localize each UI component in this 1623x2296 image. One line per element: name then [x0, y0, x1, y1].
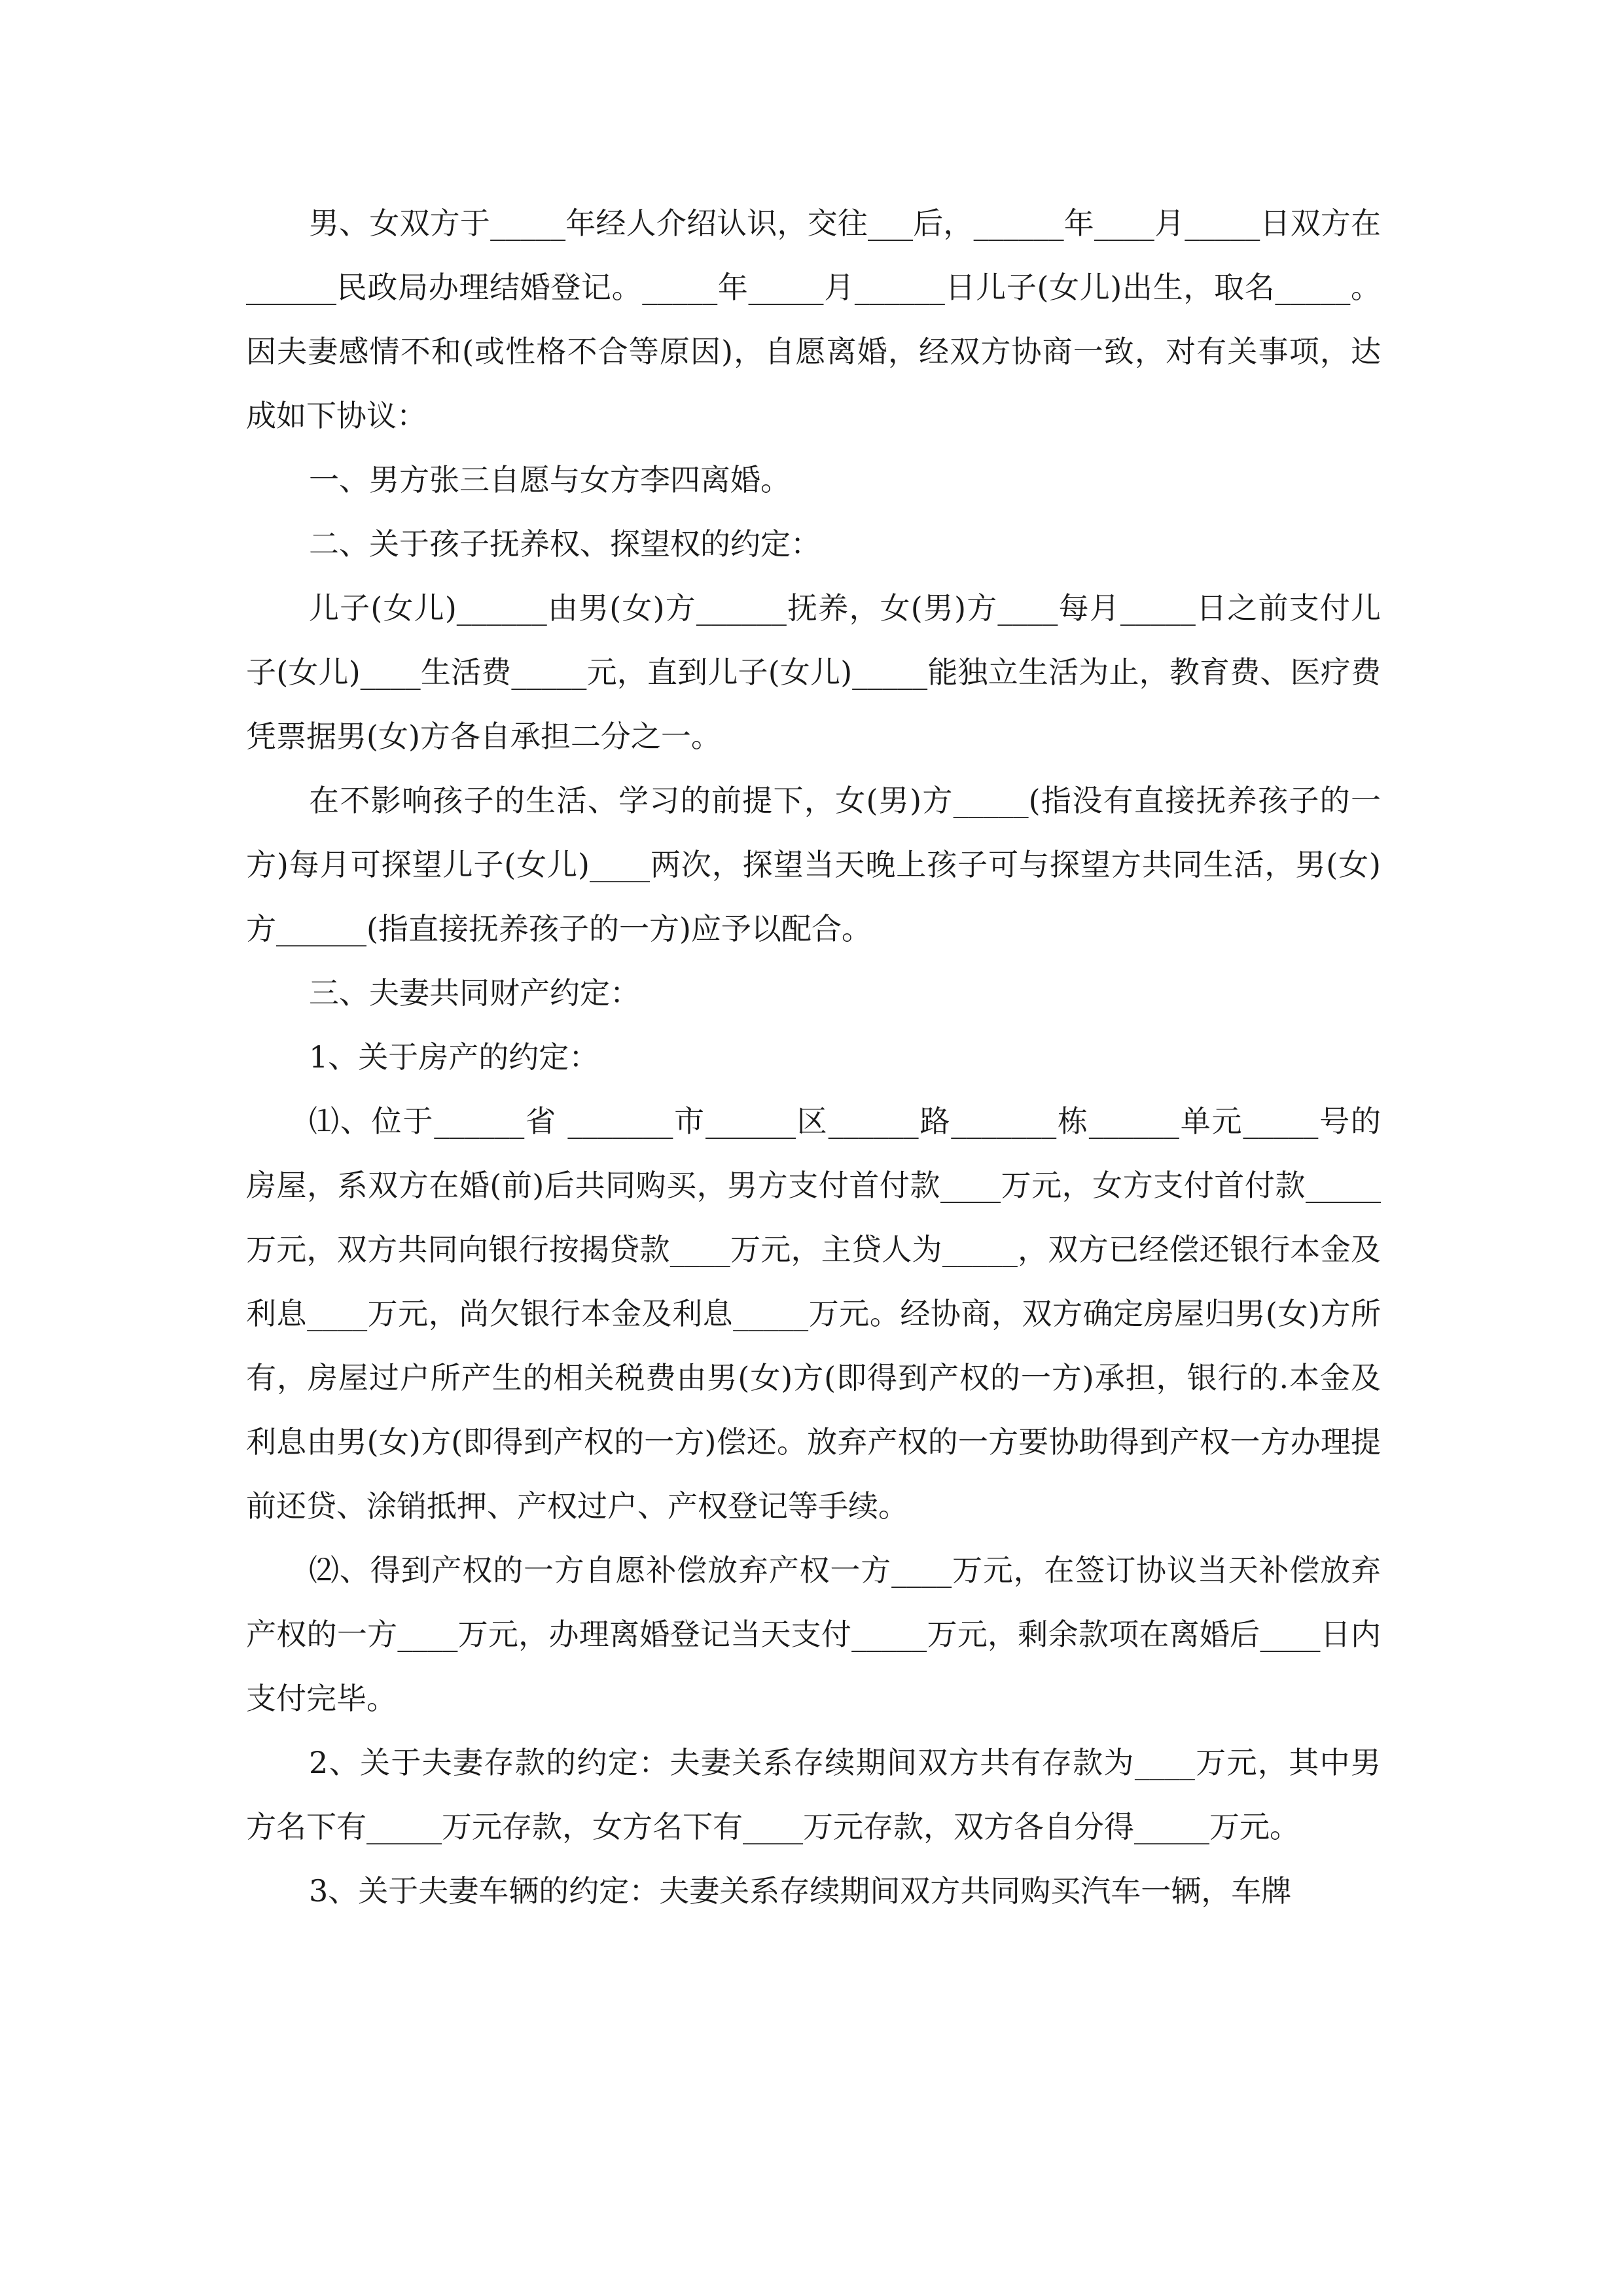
- clause-3-3-vehicle: 3、关于夫妻车辆的约定：夫妻关系存续期间双方共同购买汽车一辆，车牌: [309, 1873, 1292, 1909]
- clause-3-heading: 三、夫妻共同财产约定：: [309, 975, 640, 1011]
- clause-1-divorce: 一、男方张三自愿与女方李四离婚。: [309, 462, 791, 497]
- clause-3-1-compensation: ⑵、得到产权的一方自愿补偿放弃产权一方____万元，在签订协议当天补偿放弃产权的一方____万元，办理离婚登记当天支付_____万元，剩余款项在离婚后____日内支付完毕。: [246, 1552, 1381, 1716]
- clause-3-1-heading: 1、关于房产的约定：: [309, 1039, 599, 1075]
- clause-3-2-deposits: 2、关于夫妻存款的约定：夫妻关系存续期间双方共有存款为____万元，其中男方名下有_____万元存款，女方名下有____万元存款，双方各自分得_____万元。: [246, 1745, 1381, 1844]
- clause-2-custody: 儿子(女儿)______由男(女)方______抚养，女(男)方____每月_____日之前支付儿子(女儿)____生活费_____元，直到儿子(女儿)_____能独立生活为止，教育费、医疗费凭票据男(女)方各自承担二分之一。: [246, 590, 1381, 754]
- paragraph-intro: 男、女双方于_____年经人介绍认识，交往___后，______年____月_____日双方在______民政局办理结婚登记。_____年_____月______日儿子(女儿)出生，取名_____。因夫妻感情不和(或性格不合等原因)，自愿离婚，经双方协商一致，对有关事项，达成如下协议：: [246, 206, 1381, 433]
- clause-2-visitation: 在不影响孩子的生活、学习的前提下，女(男)方_____(指没有直接抚养孩子的一方)每月可探望儿子(女儿)____两次，探望当天晚上孩子可与探望方共同生活，男(女)方______(指直接抚养孩子的一方)应予以配合。: [246, 783, 1381, 946]
- clause-3-1-property: ⑴、位于______省 _______市______区______路_______栋______单元_____号的房屋，系双方在婚(前)后共同购买，男方支付首付款____万元，女方支付首付款_____万元，双方共同向银行按揭贷款____万元，主贷人为_____，双方已经偿还银行本金及利息____万元，尚欠银行本金及利息_____万元。经协商，双方确定房屋归男(女)方所有，房屋过户所产生的相关税费由男(女)方(即得到产权的一方)承担，银行的.本金及利息由男(女)方(即得到产权的一方)偿还。放弃产权的一方要协助得到产权一方办理提前还贷、涂销抵押、产权过户、产权登记等手续。: [246, 1103, 1381, 1524]
- document-body: [246, 191, 1381, 1923]
- clause-2-heading: 二、关于孩子抚养权、探望权的约定：: [309, 526, 821, 562]
